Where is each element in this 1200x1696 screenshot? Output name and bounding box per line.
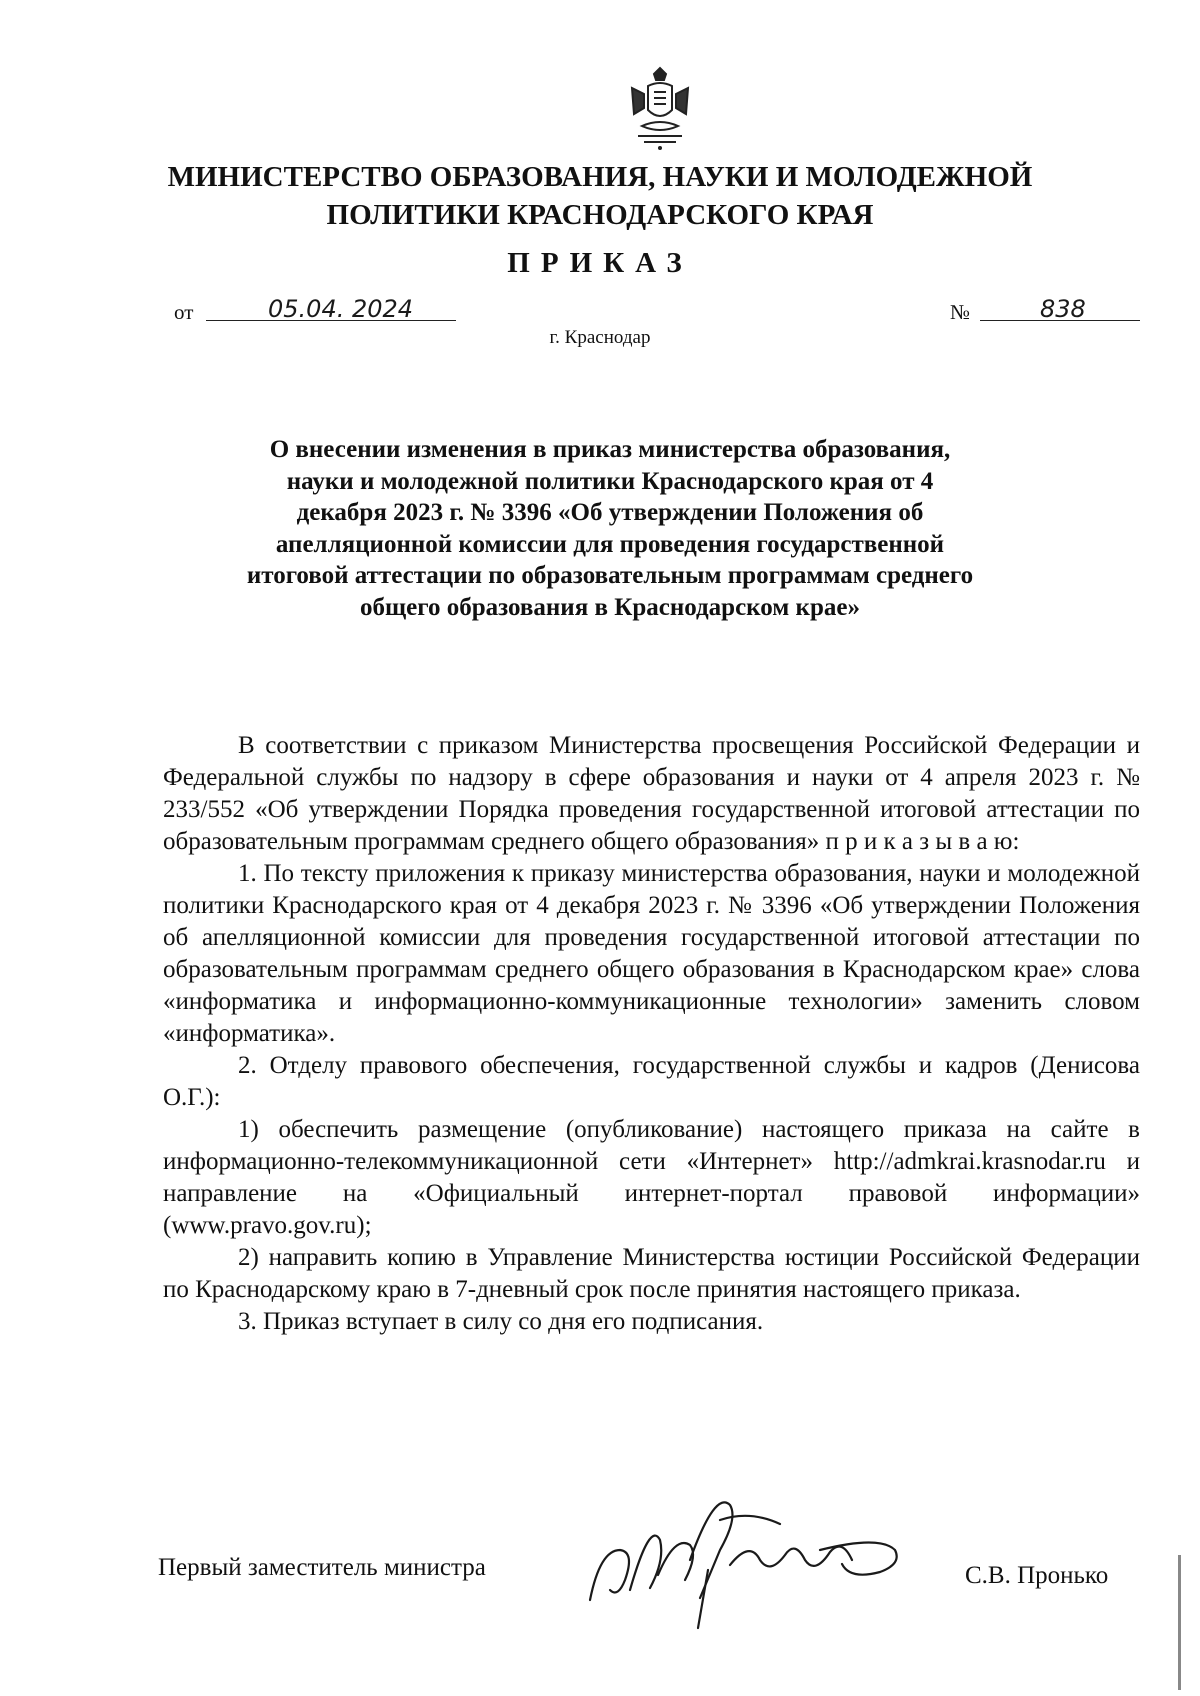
signatory-name: С.В. Пронько (965, 1562, 1109, 1589)
coat-of-arms-icon (624, 64, 696, 152)
order-body (163, 730, 1140, 1338)
date-value: 05.04. 2024 (268, 295, 414, 323)
paragraph-item-1: 1. По тексту приложения к приказу министерства образования, науки и молодежной политики Краснодарского края от 4 декабря 2023 г. № 3396 «Об утверждении Положения об апелляционной комиссии для проведения государственной итоговой аттестации по образовательным программам среднего общего образования в Краснодарском крае» слова «информатика и информационно-коммуникационные технологии» заменить словом «информатика». (163, 860, 1140, 1047)
paragraph-item-2-1: 1) обеспечить размещение (опубликование) настоящего приказа на сайте в информационно-телекоммуникационной сети «Интернет» http://admkrai.krasnodar.ru и направление на «Официальный интернет-портал правовой информации» (www.pravo.gov.ru); (163, 1116, 1140, 1239)
paragraph-item-3: 3. Приказ вступает в силу со дня его подписания. (238, 1308, 764, 1335)
number-value: 838 (1040, 295, 1086, 323)
signatory-title: Первый заместитель министра (158, 1554, 486, 1581)
paragraph-item-2: 2. Отделу правового обеспечения, государственной службы и кадров (Денисова О.Г.): (163, 1052, 1140, 1111)
number-label: № (950, 300, 971, 324)
document-type: ПРИКАЗ (507, 247, 693, 279)
paragraph-preamble: В соответствии с приказом Министерства просвещения Российской Федерации и Федеральной службы по надзору в сфере образования и науки от 4 апреля 2023 г. № 233/552 «Об утверждении Порядка проведения государственной итоговой аттестации по образовательным программам среднего общего образования» п р и к а з ы в а ю: (163, 732, 1140, 855)
ministry-name: МИНИСТЕРСТВО ОБРАЗОВАНИЯ, НАУКИ И МОЛОДЕЖНОЙ ПОЛИТИКИ КРАСНОДАРСКОГО КРАЯ (167, 161, 1033, 231)
signature-icon (580, 1480, 910, 1630)
date-label: от (174, 300, 194, 324)
paragraph-item-2-2: 2) направить копию в Управление Министерства юстиции Российской Федерации по Краснодарскому краю в 7-дневный срок после принятия настоящего приказа. (163, 1244, 1140, 1303)
order-subject: О внесении изменения в приказ министерства образования, науки и молодежной политики Краснодарского края от 4 декабря 2023 г. № 3396 «Об утверждении Положения об апелляционной комиссии для проведения государственной итоговой аттестации по образовательным программам среднего общего образования в Краснодарском крае» (246, 436, 974, 621)
city: г. Краснодар (549, 327, 651, 348)
scan-edge-mark (1178, 1555, 1181, 1690)
